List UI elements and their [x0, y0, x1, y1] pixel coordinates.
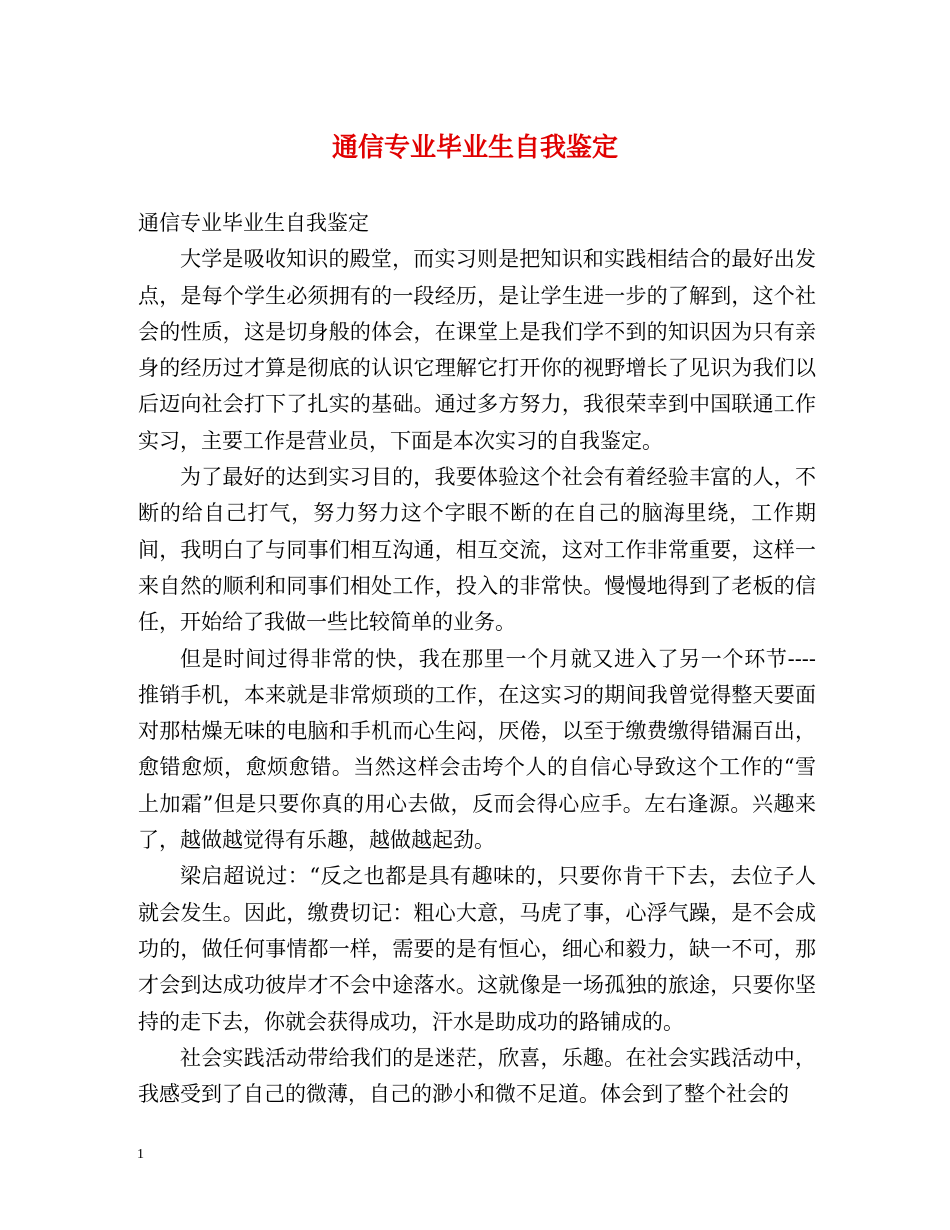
- page-number: 1: [137, 1147, 144, 1162]
- document-body: [138, 205, 816, 1112]
- document-subtitle: 通信专业毕业生自我鉴定: [138, 211, 369, 235]
- paragraph: 梁启超说过：“反之也都是具有趣味的，只要你肯干下去，去位子人就会发生。因此，缴费切记：粗心大意，马虎了事，心浮气躁，是不会成功的，做任何事情都一样，需要的是有恒心，细心和毅力，缺一不可，那才会到达成功彼岸才不会中途落水。这就像是一场孤独的旅途，只要你坚持的走下去，你就会获得成功，汗水是助成功的路铺成的。: [138, 864, 816, 1034]
- paragraph: 为了最好的达到实习目的，我要体验这个社会有着经验丰富的人，不断的给自己打气，努力努力这个字眼不断的在自己的脑海里绕，工作期间，我明白了与同事们相互沟通，相互交流，这对工作非常重要，这样一来自然的顺利和同事们相处工作，投入的非常快。慢慢地得到了老板的信任，开始给了我做一些比较简单的业务。: [138, 465, 816, 635]
- paragraph: 但是时间过得非常的快，我在那里一个月就又进入了另一个环节----推销手机，本来就是非常烦琐的工作，在这实习的期间我曾觉得整天要面对那枯燥无味的电脑和手机而心生闷，厌倦，以至于缴费缴得错漏百出，愈错愈烦，愈烦愈错。当然这样会击垮个人的自信心导致这个工作的“雪上加霜”但是只要你真的用心去做，反而会得心应手。左右逢源。兴趣来了，越做越觉得有乐趣，越做越起劲。: [138, 646, 816, 853]
- paragraph: 大学是吸收知识的殿堂，而实习则是把知识和实践相结合的最好出发点，是每个学生必须拥有的一段经历，是让学生进一步的了解到，这个社会的性质，这是切身般的体会，在课堂上是我们学不到的知识因为只有亲身的经历过才算是彻底的认识它理解它打开你的视野增长了见识为我们以后迈向社会打下了扎实的基础。通过多方努力，我很荣幸到中国联通工作实习，主要工作是营业员，下面是本次实习的自我鉴定。: [138, 247, 816, 453]
- document-title: 通信专业毕业生自我鉴定: [331, 133, 618, 163]
- paragraph: 社会实践活动带给我们的是迷茫，欣喜，乐趣。在社会实践活动中，我感受到了自己的微薄，自己的渺小和微不足道。体会到了整个社会的: [138, 1045, 816, 1107]
